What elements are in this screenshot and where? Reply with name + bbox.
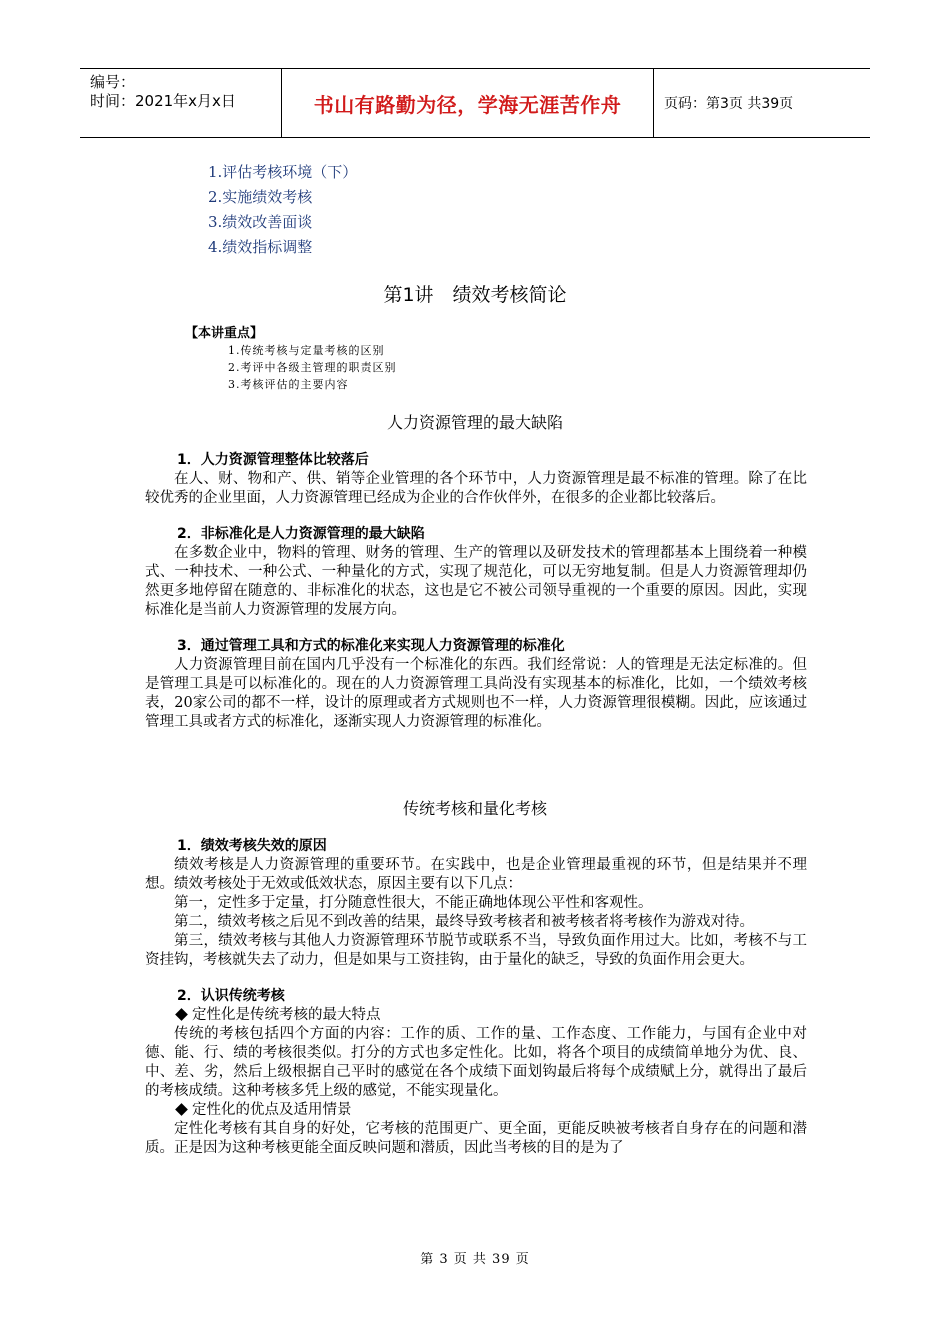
paragraph: 人力资源管理目前在国内几乎没有一个标准化的东西。我们经常说：人的管理是无法定标准的。但是管理工具是可以标准化的。现在的人力资源管理工具尚没有实现基本的标准化，比如，一个绩效考核表，20家公司的都不一样，设计的原理或者方式规则也不一样，人力资源管理很模糊。因此，应该通过管理工具或者方式的标准化，逐渐实现人力资源管理的标准化。 [145, 657, 807, 730]
time-label: 时间：2021年x月x日 [90, 92, 236, 110]
focus-heading: 【本讲重点】 [185, 326, 264, 341]
toc-item[interactable]: 2.实施绩效考核 [208, 188, 313, 206]
subheading: 1．绩效考核失效的原因 [177, 838, 327, 854]
paragraph: 第三，绩效考核与其他人力资源管理环节脱节或联系不当，导致负面作用过大。比如，考核不与工资挂钩，考核就失去了动力，但是如果与工资挂钩，由于量化的缺乏，导致的负面作用会更大。 [145, 933, 807, 968]
paragraph: 第一，定性多于定量，打分随意性很大，不能正确地体现公平性和客观性。 [174, 895, 653, 911]
bullet-text: 定性化的优点及适用情景 [192, 1102, 352, 1118]
paragraph: 传统的考核包括四个方面的内容：工作的质、工作的量、工作态度、工作能力，与国有企业中对德、能、行、绩的考核很类似。打分的方式也多定性化。比如，将各个项目的成绩简单地分为优、良、中、差、劣，然后上级根据自己平时的感觉在各个成绩下面划钩最后将每个成绩赋上分，就得出了最后的考核成绩。这种考核多凭上级的感觉，不能实现量化。 [145, 1026, 807, 1099]
motto: 书山有路勤为径，学海无涯苦作舟 [282, 69, 654, 137]
code-label: 编号： [90, 73, 136, 91]
paragraph: 第二，绩效考核之后见不到改善的结果，最终导致考核者和被考核者将考核作为游戏对待。 [174, 914, 754, 930]
section-1-body [145, 450, 807, 732]
header-meta-cell [80, 69, 282, 137]
focus-list [228, 342, 397, 393]
section-title-2: 传统考核和量化考核 [402, 799, 547, 818]
bullet-item [145, 1006, 807, 1025]
paragraph: 绩效考核是人力资源管理的重要环节。在实践中，也是企业管理最重视的环节，但是结果并不理想。绩效考核处于无效或低效状态，原因主要有以下几点： [145, 857, 807, 892]
bullet-text: 定性化是传统考核的最大特点 [192, 1007, 381, 1023]
bullet-item [145, 1101, 807, 1120]
toc-item[interactable]: 3.绩效改善面谈 [208, 213, 313, 231]
focus-item: 1.传统考核与定量考核的区别 [228, 344, 385, 357]
lecture-title: 第1讲 绩效考核简论 [383, 284, 567, 306]
diamond-icon [175, 1103, 188, 1116]
section-2-body [145, 836, 807, 1158]
focus-item: 2.考评中各级主管理的职责区别 [228, 361, 397, 374]
header-table [80, 68, 870, 138]
toc-item[interactable]: 1.评估考核环境（下） [208, 163, 358, 181]
subheading: 2．非标准化是人力资源管理的最大缺陷 [177, 526, 425, 542]
toc-item[interactable]: 4.绩效指标调整 [208, 238, 313, 256]
toc-list [208, 160, 357, 260]
paragraph: 在多数企业中，物料的管理、财务的管理、生产的管理以及研发技术的管理都基本上围绕着一种模式、一种技术、一种公式、一种量化的方式，实现了规范化，可以无穷地复制。但是人力资源管理却仍然更多地停留在随意的、非标准化的状态，这也是它不被公司领导重视的一个重要的原因。因此，实现标准化是当前人力资源管理的发展方向。 [145, 545, 807, 618]
section-title-1: 人力资源管理的最大缺陷 [386, 413, 563, 432]
page-footer: 第 3 页 共 39 页 [420, 1252, 530, 1267]
page-info: 页码：第3页 共39页 [664, 96, 794, 112]
focus-item: 3.考核评估的主要内容 [228, 378, 349, 391]
paragraph: 在人、财、物和产、供、销等企业管理的各个环节中，人力资源管理是最不标准的管理。除了在比较优秀的企业里面，人力资源管理已经成为企业的合作伙伴外，在很多的企业都比较落后。 [145, 471, 807, 506]
subheading: 2．认识传统考核 [177, 988, 285, 1004]
subheading: 1．人力资源管理整体比较落后 [177, 452, 369, 468]
subheading: 3．通过管理工具和方式的标准化来实现人力资源管理的标准化 [177, 638, 565, 654]
paragraph: 定性化考核有其自身的好处，它考核的范围更广、更全面，更能反映被考核者自身存在的问题和潜质。正是因为这种考核更能全面反映问题和潜质，因此当考核的目的是为了 [145, 1121, 807, 1156]
diamond-icon [175, 1008, 188, 1021]
